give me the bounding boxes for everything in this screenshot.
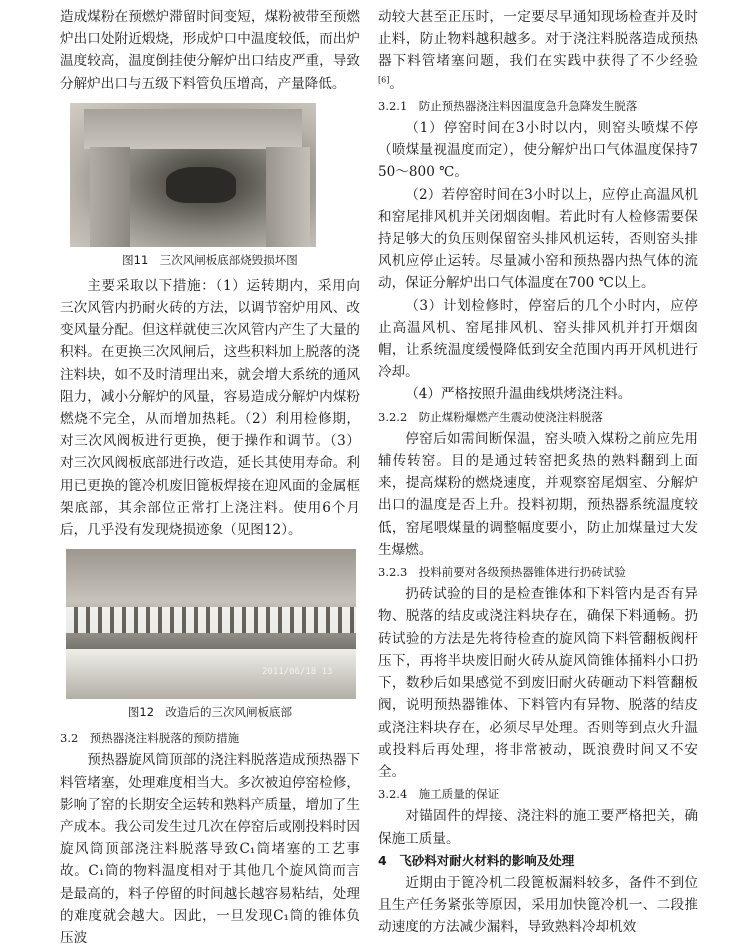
right-column: [378, 6, 698, 939]
figure-12-photo: [66, 549, 356, 699]
heading-3-2: 3.2 预热器浇注料脱落的预防措施: [60, 731, 240, 746]
paragraph-3-2-4: 对锚固件的焊接、浇注料的施工要严格把关，确保施工质量。: [378, 808, 698, 847]
paragraph-top: 造成煤粉在预燃炉滞留时间变短，煤粉被带至预燃炉出口处附近煅烧，形成炉口中温度较低，而出炉温度较高，温度倒挂使分解炉出口结皮严重，导致分解炉出口与五级下料管负压增高，产量降低。: [60, 9, 360, 92]
heading-3-2-4: 3.2.4 施工质量的保证: [378, 787, 500, 802]
figure-11-caption: 图11 三次风闸板底部烧毁损坏图: [122, 252, 298, 267]
figure-12-caption: 图12 改造后的三次风闸板底部: [127, 705, 293, 720]
item-1: （1）停窑时间在3小时以内，则窑头喷煤不停（喷煤量视温度而定），使分解炉出口气体温度保持750～800 ℃。: [378, 120, 698, 181]
photo-slab: [84, 109, 302, 149]
paragraph-continued-end: 。: [389, 75, 403, 92]
left-column: [60, 6, 360, 949]
paragraph-3-2: 预热器旋风筒顶部的浇注料脱落造成预热器下料管堵塞，处理难度相当大。多次被迫停窑检修，影响了窑的长期安全运转和熟料产质量，增加了生产成本。我公司发生过几次在停窑后或刚投料时因旋风筒顶部浇注料脱落导致C₁筒堵塞的工艺事故。C₁筒的物料温度相对于其他几个旋风筒而言是最高的，料子停留的时间越长越容易粘结，处理的难度就会越大。因此，一旦发现C₁筒的锥体负压波: [60, 752, 360, 947]
photo-pillar-left: [90, 147, 130, 247]
figure-11-photo: [70, 103, 316, 247]
heading-4: 4 飞砂料对耐火材料的影响及处理: [378, 852, 575, 868]
heading-3-2-2: 3.2.2 防止煤粉爆燃产生震动使浇注料脱落: [378, 409, 603, 424]
photo-date-stamp: 2011/06/18 13: [262, 667, 333, 678]
photo-burn-hole: [166, 167, 236, 203]
photo-pillar-right: [266, 147, 310, 247]
item-4: （4）严格按照升温曲线烘烤浇注料。: [405, 386, 632, 403]
item-2: （2）若停窑时间在3小时以上，应停止高温风机和窑尾排风机并关闭烟囱帽。若此时有人检修需要保持足够大的负压则保留窑头排风机运转，否则窑头排风机应停止运转。尽量减小窑和预热器内热气体的流动，保证分解炉出口气体温度在700 ℃以上。: [378, 186, 698, 292]
photo-grate-rail: [66, 607, 356, 633]
paragraph-3-2-2: 停窑后如需间断保温，窑头喷入煤粉之前应先用辅传转窑。目的是通过转窑把炙热的熟料翻到上面来，提高煤粉的燃烧速度，并观察窑尾烟室、分解炉出口的温度是否上升。投料初期，预热器系统温度较低，窑尾喂煤量的调整幅度要小，防止加煤量过大发生爆燃。: [378, 430, 698, 558]
paragraph-continued-text: 动较大甚至正压时，一定要尽早通知现场检查并及时止料，防止物料越积越多。对于浇注料脱落造成预热器下料管堵塞问题，我们在实践中获得了不少经验: [378, 9, 698, 70]
paragraph-measures: 主要采取以下措施：（1）运转期内，采用向三次风管内扔耐火砖的方法，以调节窑炉用风、改变风量分配。但这样就使三次风管内产生了大量的积料。在更换三次风闸后，这些积料加上脱落的浇注料块，如不及时清理出来，就会增大系统的通风阻力，减小分解炉的风量，容易造成分解炉内煤粉燃烧不完全，从而增加热耗。（2）利用检修期，对三次风阀板进行更换，便于操作和调节。（3）对三次风阀板底部进行改造，延长其使用寿命。利用已更换的篦冷机废旧篦板焊接在迎风面的金属框架底部，其余部位正常打上浇注料。使用6个月后，几乎没有发现烧损迹象（见图12）。: [60, 277, 360, 539]
paragraph-3-2-3: 扔砖试验的目的是检查锥体和下料管内是否有异物、脱落的结皮或浇注料块存在，确保下料通畅。扔砖试验的方法是先将待检查的旋风筒下料管翻板阀杆压下，再将半块废旧耐火砖从旋风筒锥体捅料小口扔下，数秒后如果感觉不到废旧耐火砖砸动下料管翻板阀，说明预热器锥体、下料管内有异物、脱落的结皮或浇注料块存在，必须尽早处理。否则等到点火升温或投料后再处理，将非常被动，既浪费时间又不安全。: [378, 586, 698, 780]
heading-3-2-3: 3.2.3 投料前要对各级预热器锥体进行扔砖试验: [378, 565, 626, 580]
paragraph-continued: [378, 6, 698, 95]
item-3: （3）计划检修时，停窑后的几个小时内，应停止高温风机、窑尾排风机、窑头排风机并打开烟囱帽，让系统温度缓慢降低到安全范围内再开风机进行冷却。: [378, 297, 698, 381]
reference-6: [6]: [378, 75, 390, 85]
paragraph-4: 近期由于篦冷机二段篦板漏料较多，备件不到位且生产任务紧张等原因，采用加快篦冷机一、二段推动速度的方法减少漏料，导致熟料冷却机效: [378, 874, 698, 936]
heading-3-2-1: 3.2.1 防止预热器浇注料因温度急升急降发生脱落: [378, 98, 638, 113]
